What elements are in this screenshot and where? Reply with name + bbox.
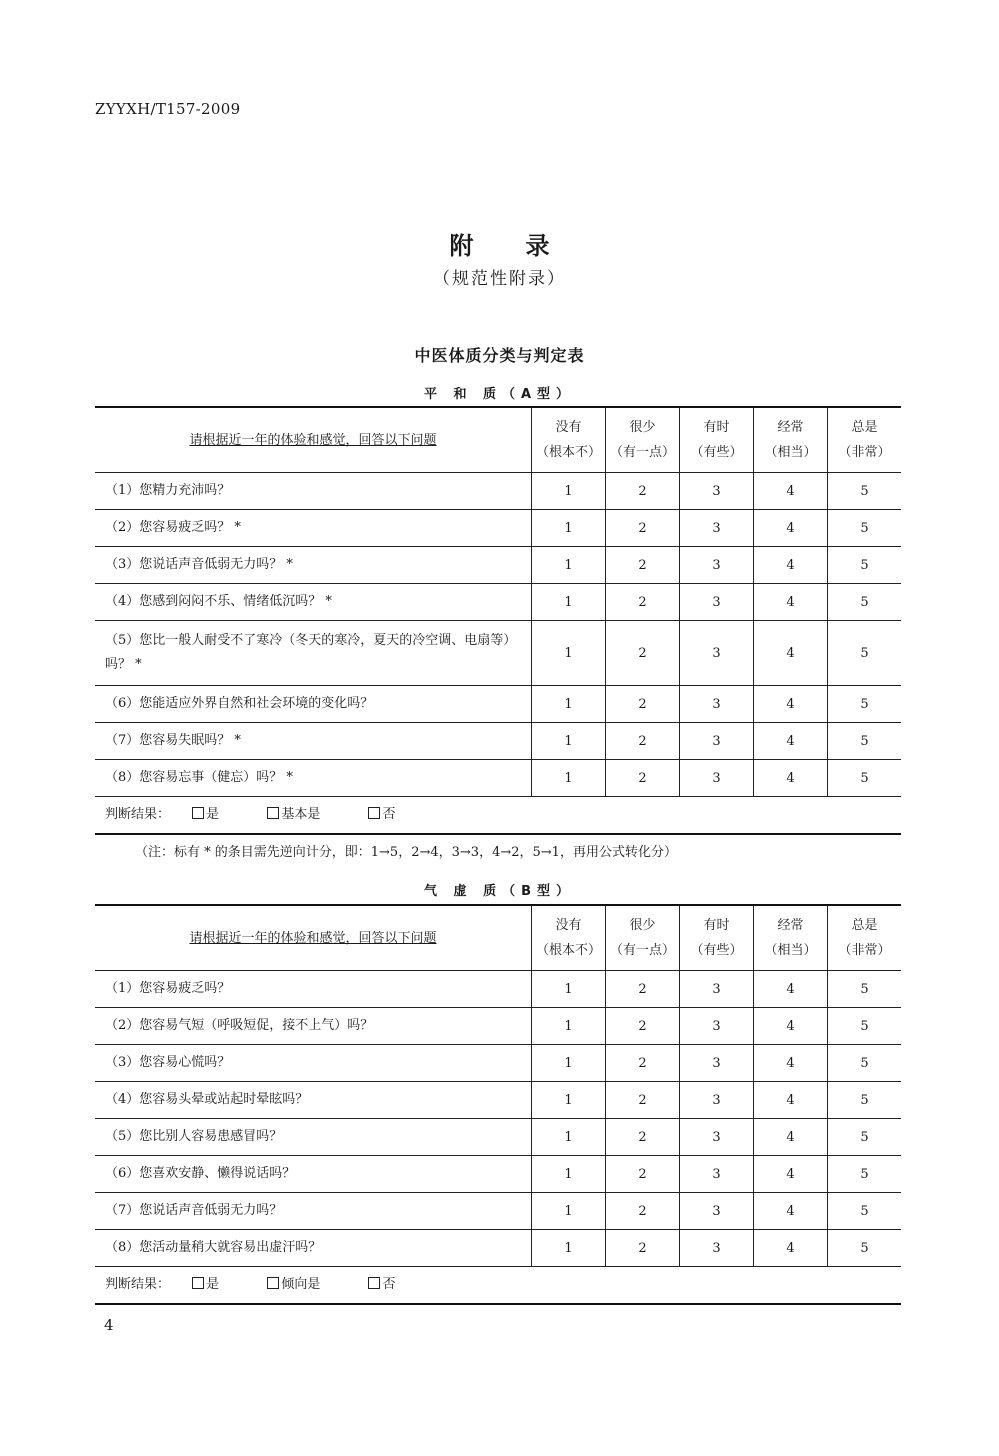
checkbox-icon (192, 1277, 204, 1289)
score-cell[interactable]: 1 (532, 971, 606, 1008)
item-text: （7）您容易失眠吗？ * (95, 723, 532, 760)
judgement-row (95, 797, 901, 835)
score-cell[interactable]: 3 (680, 1193, 754, 1230)
score-cell[interactable]: 3 (680, 621, 754, 686)
score-cell[interactable]: 3 (680, 1008, 754, 1045)
checkbox-icon (192, 807, 204, 819)
scoring-note: （注：标有 * 的条目需先逆向计分，即：1→5，2→4，3→3，4→2，5→1，再用公式转化分） (135, 845, 677, 860)
table-row (95, 1045, 901, 1082)
score-cell[interactable]: 5 (828, 1082, 902, 1119)
score-cell[interactable]: 4 (754, 473, 828, 510)
header-row (95, 905, 901, 971)
score-cell[interactable]: 5 (828, 1156, 902, 1193)
score-cell[interactable]: 4 (754, 1230, 828, 1267)
table-row (95, 473, 901, 510)
table-row (95, 1230, 901, 1267)
table-row (95, 723, 901, 760)
score-cell[interactable]: 2 (606, 686, 680, 723)
score-cell[interactable]: 3 (680, 547, 754, 584)
score-cell[interactable]: 5 (828, 621, 902, 686)
score-cell[interactable]: 1 (532, 1193, 606, 1230)
checkbox-icon (368, 1277, 380, 1289)
score-cell[interactable]: 2 (606, 1008, 680, 1045)
score-cell[interactable]: 1 (532, 1119, 606, 1156)
table-row (95, 1082, 901, 1119)
header-option-4: 经常 （相当） (754, 905, 828, 971)
score-cell[interactable]: 3 (680, 1156, 754, 1193)
score-cell[interactable]: 1 (532, 1230, 606, 1267)
score-cell[interactable]: 3 (680, 1082, 754, 1119)
item-text: （7）您说话声音低弱无力吗？ (95, 1193, 532, 1230)
score-cell[interactable]: 5 (828, 1008, 902, 1045)
score-cell[interactable]: 4 (754, 1008, 828, 1045)
header-option-3: 有时 （有些） (680, 905, 754, 971)
judge-option-tends-yes[interactable]: 倾向是 (267, 1273, 320, 1297)
score-cell[interactable]: 1 (532, 1045, 606, 1082)
item-text: （6）您喜欢安静、懒得说话吗？ (95, 1156, 532, 1193)
table-row (95, 584, 901, 621)
judge-option-no[interactable]: 否 (368, 803, 395, 827)
score-cell[interactable]: 1 (532, 760, 606, 797)
score-cell[interactable]: 5 (828, 1119, 902, 1156)
table-row (95, 621, 901, 686)
header-option-1: 没有 （根本不） (532, 407, 606, 473)
score-cell[interactable]: 5 (828, 1193, 902, 1230)
score-cell[interactable]: 2 (606, 510, 680, 547)
score-cell[interactable]: 4 (754, 723, 828, 760)
item-text: （2）您容易疲乏吗？ * (95, 510, 532, 547)
score-cell[interactable]: 1 (532, 686, 606, 723)
score-cell[interactable]: 4 (754, 510, 828, 547)
score-cell[interactable]: 1 (532, 473, 606, 510)
item-text: （3）您容易心慌吗？ (95, 1045, 532, 1082)
header-option-2: 很少 （有一点） (606, 407, 680, 473)
score-cell[interactable]: 5 (828, 1045, 902, 1082)
score-cell[interactable]: 4 (754, 584, 828, 621)
table-row (95, 686, 901, 723)
section-a-title: 平 和 质（A型） (423, 387, 576, 402)
score-cell[interactable]: 1 (532, 510, 606, 547)
score-cell[interactable]: 2 (606, 723, 680, 760)
section-b-table (95, 904, 901, 1305)
score-cell[interactable]: 2 (606, 473, 680, 510)
score-cell[interactable]: 4 (754, 1045, 828, 1082)
score-cell[interactable]: 3 (680, 1119, 754, 1156)
score-cell[interactable]: 4 (754, 1193, 828, 1230)
score-cell[interactable]: 2 (606, 547, 680, 584)
score-cell[interactable]: 3 (680, 971, 754, 1008)
score-cell[interactable]: 4 (754, 621, 828, 686)
item-text: （1）您容易疲乏吗？ (95, 971, 532, 1008)
item-text: （4）您感到闷闷不乐、情绪低沉吗？ * (95, 584, 532, 621)
score-cell[interactable]: 3 (680, 473, 754, 510)
score-cell[interactable]: 1 (532, 723, 606, 760)
item-text: （8）您容易忘事（健忘）吗？ * (95, 760, 532, 797)
score-cell[interactable]: 5 (828, 1230, 902, 1267)
score-cell[interactable]: 2 (606, 1156, 680, 1193)
score-cell[interactable]: 5 (828, 686, 902, 723)
table-row (95, 1156, 901, 1193)
score-cell[interactable]: 5 (828, 510, 902, 547)
score-cell[interactable]: 2 (606, 1119, 680, 1156)
table-row (95, 547, 901, 584)
item-text: （1）您精力充沛吗？ (95, 473, 532, 510)
score-cell[interactable]: 2 (606, 584, 680, 621)
score-cell[interactable]: 4 (754, 686, 828, 723)
item-text: （8）您活动量稍大就容易出虚汗吗？ (95, 1230, 532, 1267)
item-text: （3）您说话声音低弱无力吗？ * (95, 547, 532, 584)
score-cell[interactable]: 2 (606, 1082, 680, 1119)
score-cell[interactable]: 4 (754, 1082, 828, 1119)
score-cell[interactable]: 1 (532, 1008, 606, 1045)
header-option-5: 总是 （非常） (828, 905, 902, 971)
score-cell[interactable]: 2 (606, 971, 680, 1008)
header-option-1: 没有 （根本不） (532, 905, 606, 971)
header-option-2: 很少 （有一点） (606, 905, 680, 971)
item-text: （6）您能适应外界自然和社会环境的变化吗？ (95, 686, 532, 723)
table-row (95, 971, 901, 1008)
table-row (95, 510, 901, 547)
score-cell[interactable]: 2 (606, 1193, 680, 1230)
page-number: 4 (104, 1316, 114, 1334)
section-a-table (95, 406, 901, 835)
score-cell[interactable]: 1 (532, 621, 606, 686)
score-cell[interactable]: 4 (754, 1156, 828, 1193)
score-cell[interactable]: 3 (680, 1230, 754, 1267)
score-cell[interactable]: 5 (828, 547, 902, 584)
judge-option-yes[interactable]: 是 (192, 1273, 219, 1297)
appendix-title: 附录 (449, 232, 602, 260)
score-cell[interactable]: 4 (754, 547, 828, 584)
score-cell[interactable]: 5 (828, 760, 902, 797)
item-text: （5）您比一般人耐受不了寒冷（冬天的寒冷，夏天的冷空调、电扇等）吗？ * (95, 621, 532, 686)
table-title: 中医体质分类与判定表 (414, 346, 585, 365)
score-cell[interactable]: 3 (680, 760, 754, 797)
score-cell[interactable]: 4 (754, 971, 828, 1008)
judgement-cell (95, 1267, 901, 1305)
table-row (95, 1119, 901, 1156)
appendix-subtitle: （规范性附录） (433, 269, 566, 289)
score-cell[interactable]: 5 (828, 971, 902, 1008)
standard-number: ZYYXH/T157-2009 (95, 100, 241, 118)
score-cell[interactable]: 1 (532, 1156, 606, 1193)
score-cell[interactable]: 3 (680, 584, 754, 621)
judgement-label: 判断结果： (105, 1277, 171, 1292)
table-row (95, 760, 901, 797)
score-cell[interactable]: 1 (532, 1082, 606, 1119)
score-cell[interactable]: 5 (828, 473, 902, 510)
table-row (95, 1193, 901, 1230)
table-row (95, 1008, 901, 1045)
judgement-row (95, 1267, 901, 1305)
score-cell[interactable]: 3 (680, 510, 754, 547)
item-text: （5）您比别人容易患感冒吗？ (95, 1119, 532, 1156)
score-cell[interactable]: 5 (828, 723, 902, 760)
judge-option-yes[interactable]: 是 (192, 803, 219, 827)
score-cell[interactable]: 2 (606, 760, 680, 797)
judgement-cell (95, 797, 901, 835)
header-option-4: 经常 （相当） (754, 407, 828, 473)
checkbox-icon (368, 807, 380, 819)
score-cell[interactable]: 4 (754, 1119, 828, 1156)
section-b-title: 气 虚 质（B型） (424, 884, 575, 899)
score-cell[interactable]: 1 (532, 584, 606, 621)
score-cell[interactable]: 3 (680, 1045, 754, 1082)
checkbox-icon (267, 807, 279, 819)
score-cell[interactable]: 2 (606, 1230, 680, 1267)
item-text: （4）您容易头晕或站起时晕眩吗？ (95, 1082, 532, 1119)
header-option-5: 总是 （非常） (828, 407, 902, 473)
header-question: 请根据近一年的体验和感觉，回答以下问题 (95, 905, 532, 971)
score-cell[interactable]: 3 (680, 723, 754, 760)
header-row (95, 407, 901, 473)
score-cell[interactable]: 3 (680, 686, 754, 723)
score-cell[interactable]: 2 (606, 621, 680, 686)
score-cell[interactable]: 2 (606, 1045, 680, 1082)
score-cell[interactable]: 4 (754, 760, 828, 797)
score-cell[interactable]: 5 (828, 584, 902, 621)
item-text: （2）您容易气短（呼吸短促，接不上气）吗？ (95, 1008, 532, 1045)
judge-option-basically-yes[interactable]: 基本是 (267, 803, 320, 827)
header-question: 请根据近一年的体验和感觉，回答以下问题 (95, 407, 532, 473)
checkbox-icon (267, 1277, 279, 1289)
judgement-label: 判断结果： (105, 807, 171, 822)
header-option-3: 有时 （有些） (680, 407, 754, 473)
judge-option-no[interactable]: 否 (368, 1273, 395, 1297)
score-cell[interactable]: 1 (532, 547, 606, 584)
